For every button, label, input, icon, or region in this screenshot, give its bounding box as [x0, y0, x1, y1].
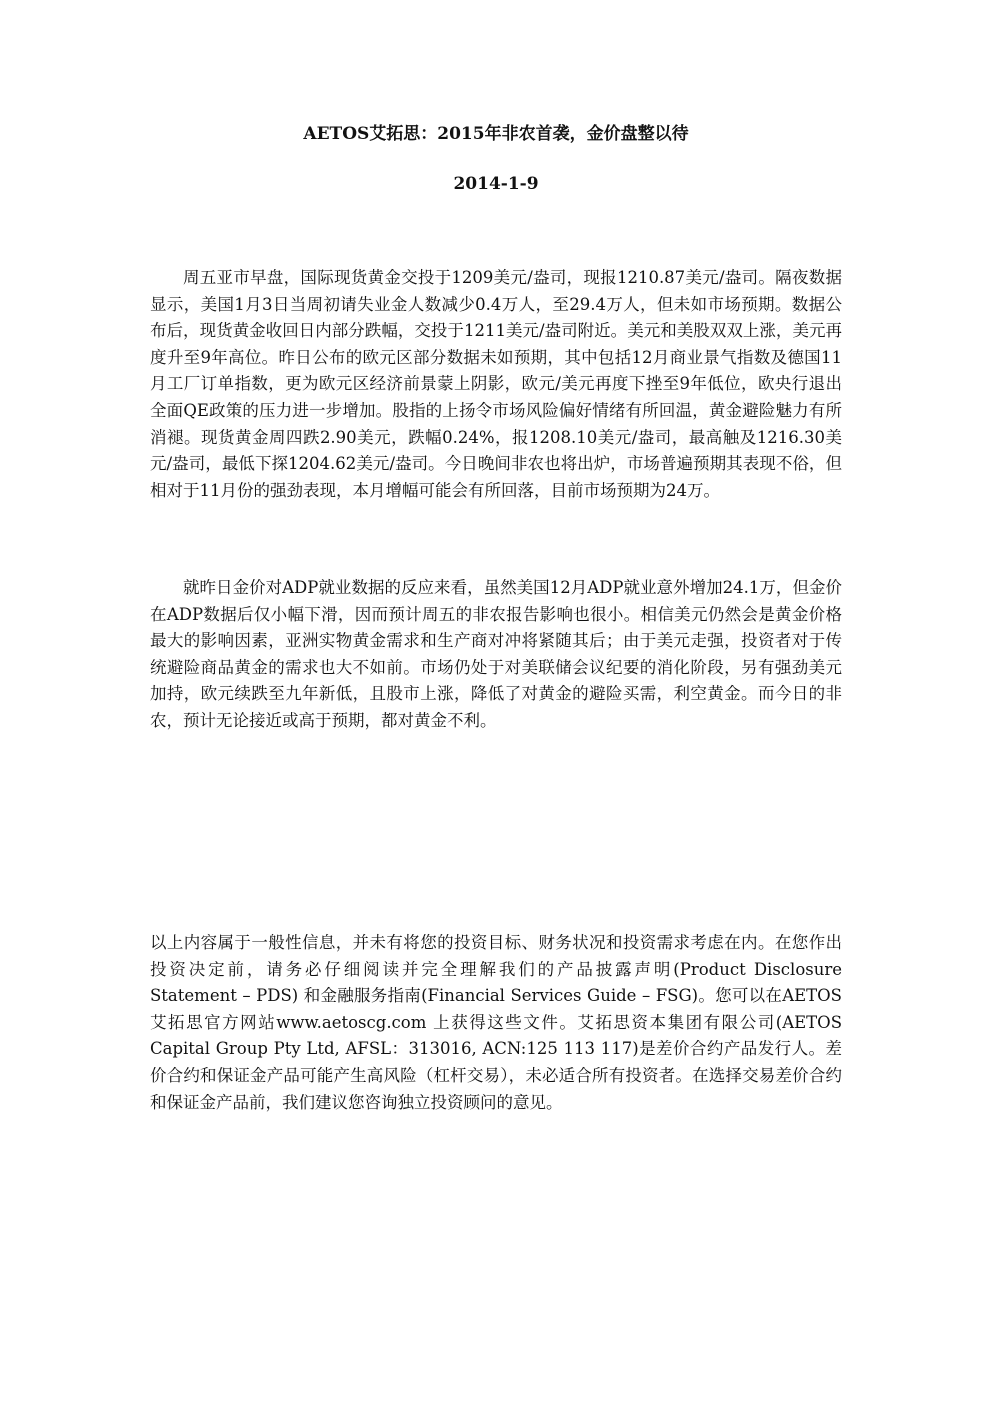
- article-date: 2014-1-9: [453, 174, 539, 194]
- article-paragraph-1: 周五亚市早盘，国际现货黄金交投于1209美元/盎司，现报1210.87美元/盎司。隔夜数据显示，美国1月3日当周初请失业金人数减少0.4万人，至29.4万人，但未如市场预期。数据公布后，现货黄金收回日内部分跌幅，交投于1211美元/盎司附近。美元和美股双双上涨，美元再度升至9年高位。昨日公布的欧元区部分数据未如预期，其中包括12月商业景气指数及德国11月工厂订单指数，更为欧元区经济前景蒙上阴影，欧元/美元再度下挫至9年低位，欧央行退出全面QE政策的压力进一步增加。股指的上扬令市场风险偏好情绪有所回温，黄金避险魅力有所消褪。现货黄金周四跌2.90美元，跌幅0.24%，报1208.10美元/盎司，最高触及1216.30美元/盎司，最低下探1204.62美元/盎司。今日晚间非农也将出炉，市场普遍预期其表现不俗，但相对于11月份的强劲表现，本月增幅可能会有所回落，目前市场预期为24万。: [150, 268, 842, 500]
- article-paragraph-2: 就昨日金价对ADP就业数据的反应来看，虽然美国12月ADP就业意外增加24.1万，但金价在ADP数据后仅小幅下滑，因而预计周五的非农报告影响也很小。相信美元仍然会是黄金价格最大的影响因素，亚洲实物黄金需求和生产商对冲将紧随其后；由于美元走强，投资者对于传统避险商品黄金的需求也大不如前。市场仍处于对美联储会议纪要的消化阶段，另有强劲美元加持，欧元续跌至九年新低，且股市上涨，降低了对黄金的避险买需，利空黄金。而今日的非农，预计无论接近或高于预期，都对黄金不利。: [150, 578, 842, 730]
- disclaimer-text: 以上内容属于一般性信息，并未有将您的投资目标、财务状况和投资需求考虑在内。在您作出投资决定前，请务必仔细阅读并完全理解我们的产品披露声明(Product Disclosure Statement – PDS) 和金融服务指南(Financial Services Guide – FSG)。您可以在AETOS艾拓思官方网站www.aetoscg.com 上获得这些文件。艾拓思资本集团有限公司(AETOS Capital Group Pty Ltd, AFSL：313016, ACN:125 113 117)是差价合约产品发行人。差价合约和保证金产品可能产生高风险（杠杆交易），未必适合所有投资者。在选择交易差价合约和保证金产品前，我们建议您咨询独立投资顾问的意见。: [150, 933, 842, 1112]
- article-title: AETOS艾拓思：2015年非农首袭，金价盘整以待: [303, 124, 689, 144]
